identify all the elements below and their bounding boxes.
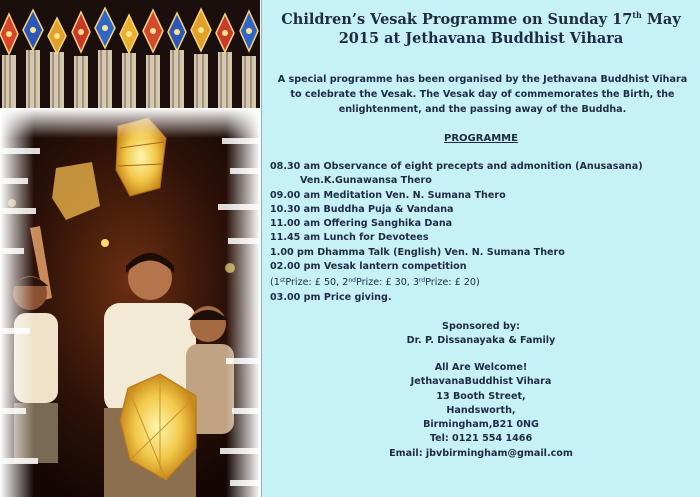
- illustration-column: [0, 0, 260, 497]
- programme-list: [270, 160, 698, 305]
- programme-item: 08.30 am Observance of eight precepts and admonition (Anusasana): [270, 161, 643, 172]
- intro-line: enlightenment, and the passing away of the Buddha.: [338, 104, 627, 115]
- programme-item: Ven.K.Gunawansa Thero: [300, 175, 432, 187]
- address-street: 13 Booth Street,: [436, 390, 526, 402]
- intro-line: to celebrate the Vesak. The Vesak day of commemorates the Birth, the: [290, 89, 675, 100]
- programme-heading: PROGRAMME: [444, 133, 518, 144]
- programme-item: 02.00 pm Vesak lantern competition: [270, 261, 467, 273]
- programme-item: 11.45 am Lunch for Devotees: [270, 232, 429, 244]
- programme-panel: [261, 0, 700, 497]
- telephone: Tel: 0121 554 1466: [429, 433, 533, 445]
- programme-item: 10.30 am Buddha Puja & Vandana: [270, 203, 454, 215]
- contact-block: [262, 361, 700, 461]
- programme-item: 11.00 am Offering Sanghika Dana: [270, 218, 453, 230]
- welcome-text: All Are Welcome!: [434, 362, 528, 373]
- sponsor-block: [262, 320, 700, 349]
- vihara-name: JethavanaBuddhist Vihara: [410, 376, 552, 388]
- lanterns-banner-image: [0, 0, 260, 110]
- programme-item: 1.00 pm Dhamma Talk (English) Ven. N. Sumana Thero: [270, 246, 565, 258]
- email[interactable]: Email: jbvbirmingham@gmail.com: [389, 447, 573, 459]
- prize-details: (1stPrize: £ 50, 2ndPrize: £ 30, 3rdPrize: £ 20): [270, 277, 480, 289]
- intro-paragraph: [276, 72, 689, 117]
- sponsor-label: Sponsored by:: [442, 321, 520, 332]
- sponsor-name: Dr. P. Dissanayaka & Family: [406, 335, 556, 347]
- programme-item: 03.00 pm Price giving.: [270, 291, 392, 303]
- address-city: Birmingham,B21 0NG: [423, 419, 539, 431]
- address-area: Handsworth,: [446, 404, 516, 416]
- programme-item: 09.00 am Meditation Ven. N. Sumana Thero: [270, 189, 506, 201]
- intro-line: A special programme has been organised by the Jethavana Buddhist Vihara: [277, 74, 688, 85]
- title-line-2: 2015 at Jethavana Buddhist Vihara: [338, 30, 624, 47]
- children-with-lanterns-photo: [0, 108, 260, 497]
- title-line-1: Children’s Vesak Programme on Sunday 17th May: [281, 10, 681, 28]
